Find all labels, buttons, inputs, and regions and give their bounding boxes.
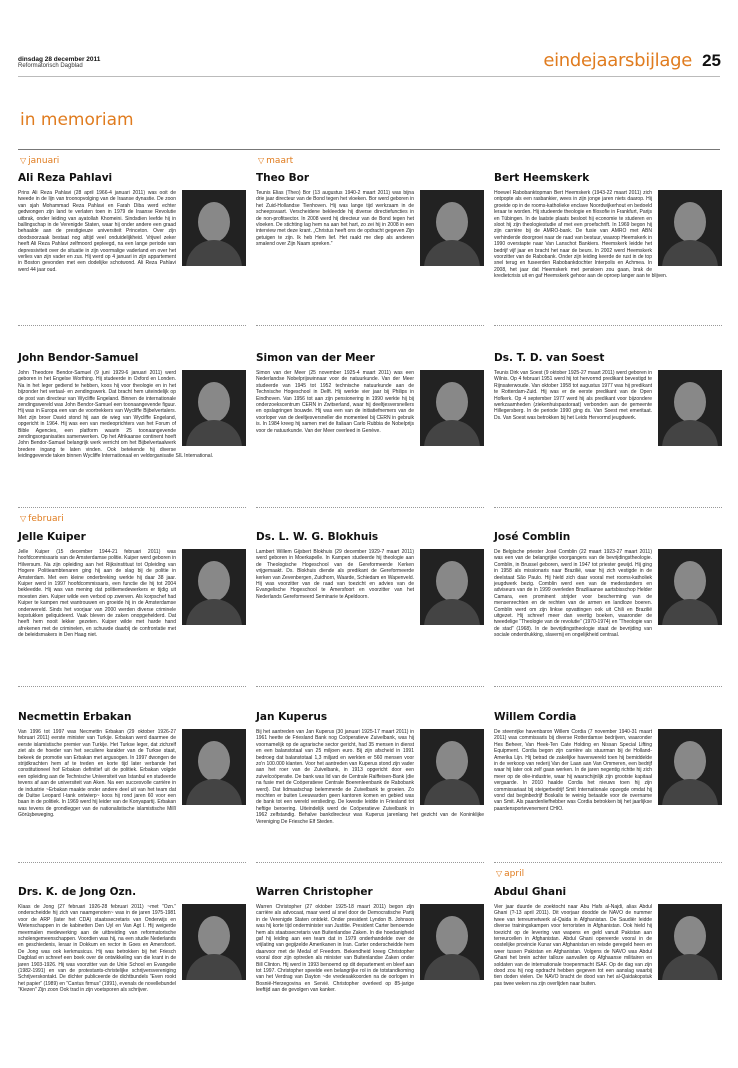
portrait-photo [420, 190, 484, 266]
divider [256, 862, 484, 863]
obituary-card [256, 886, 484, 994]
header-rule [18, 76, 720, 77]
divider [256, 507, 484, 508]
divider [494, 507, 722, 508]
portrait-photo [182, 729, 246, 805]
obituary-card [18, 886, 246, 994]
portrait-photo [182, 549, 246, 625]
obituary-text: Hoewel Rabobanktopman Bert Heemskerk (1943-22 maart 2011) zich ontpopte als een rasbankier, wees in zijn jonge jaren niets daarop. Hij groeide op in de rooms-katholieke enclave Noordwijkerhout en bedoeld leraar te worden. Hij studeerde theologie en filosofie in Frankfurt, Parijs en Tübingen. In de laatste plaats besloot hij economie te studeren en sloot hij zijn theologiestudie af met een proefschrift. In 1969 begon hij zijn carrière bij de AMRO-bank. De fusie van AMRO met ABN verhinderde doorgroei naar de raad van bestuur, waarop Heemskerk in 1990 overstapte naar Van Lanschot Bankiers. Heemskerk leidde het bedrijf vijf jaar en bracht het naar de beurs. In 2002 werd Heemskerk voorzitter van de Rabobank. Onder zijn leiding keerde de rust in de top snel terug en fuseerden Rabobankdochter Interpolis en Achmea. In 2008, het jaar dat Heemskerk met pensioen zou gaan, brak de kredietcrisis uit en gaf Heemskerk gehoor aan de oproep langer aan te blijven. [494, 190, 668, 280]
month-label-februari [20, 514, 64, 524]
month-text: april [504, 869, 525, 879]
divider [256, 686, 484, 687]
obituary-card [494, 711, 722, 812]
obituary-card [256, 352, 484, 449]
portrait-photo [420, 904, 484, 980]
obituary-text: Bij het aantreden van Jan Kuperus (30 januari 1925-17 maart 2011) in 1961 heette de Friesland Bank nog Coöperatieve Zuivelbank, was hij voornamelijk op de agrarische sector gericht, had 35 mensen in dienst en een balanstotaal van 25 miljoen euro. Bij zijn afscheid in 1991 bedroeg dat balanstotaal 1,3 miljard en werkten er 560 mensen voor zo'n 100.000 klanten. Voor het aantreden van Kuperus stond zijn vader aan het roer van de Zuivelbank, in 1913 opgericht door een zuivelcoöperatie. De bank was lid van de Centrale Raiffeisen-Bank (die na fusie met de Coöperatieve Centrale Boerenleenbank de Rabobank werd). Dat lidmaatschap belemmerde de Zuivelbank te groeien. Zo mochten er buiten Leeuwarden geen kantoren komen en gebied was de bank tot een wereld verslieding. De kwestie leidde in Friesland tot heftige beroering. Uiteindelijk werd de Coöperatieve Zuivelbank in 1962 zelfstandig. Behalve bankdirecteur was Kuperus jarenlang het gezicht van de Koninklijke Vereniging De Friesche Elf Steden. [256, 729, 484, 825]
obituary-text: Warren Christopher (27 oktober 1925-18 maart 2011) begon zijn carrière als advocaat, maar werd al snel door de Democratische Partij in de Verenigde Staten ontdekt. Onder president Lyndon B. Johnson was hij korte tijd onderminister van Justitie. President Carter benoemde hem als staatssecretaris van Buitenlandse Zaken. In die hoedanigheid gaf hij leiding aan een team dat in 1979 onderhandelde over de vrijlating van gegijzelde Amerikanen in Iran. Carter onderscheidde hem daarvoor met de Medal of Freedom. Bekendheid kreeg Christopher vooral door zijn optreden als minister van Buitenlandse Zaken onder Bill Clinton. Hij werd in 1993 benoemd op dit departement en bleef aan tot 1997. Christopher speelde een belangrijke rol in de totstandkoming van het Verdrag van Dayton ~de vredesakkoorden na de oorlogen in Bosnië-Herzegovina en Servië. Christopher overleed op 85-jarige leeftijd aan de gevolgen van kanker. [256, 904, 414, 994]
obituary-card [18, 711, 246, 819]
triangle-down-icon: ▽ [20, 156, 27, 165]
obituary-text: Jelle Kuiper (15 december 1944-21 februari 2011) was hoofdcommissaris van de Amsterdamse politie. Kuiper werd geboren in Hilversum. Na zijn opleiding aan het Rijksinstituut tot Opleiding van Hogere Politieambtenaren ging hij aan de slag bij de politie in Amsterdam. Met een kleine onderbreking werkte hij daar 38 jaar. Kuiper werd in 1997 hoofdcommissaris, een functie die hij tot 2004 bekleedde. Hij was van mening dat politiemedewerkers er tijdig uit moesten zien. Kuiper wilde een verbod op zwerven. Als korpschef had Kuiper te kampen met wantrouwen en groeide hij in de Amsterdamse onderwereld. Sinds het voorjaar van 2000 werden diverse criminele kopstukken geliquideerd. Vaak bleven de zaken onopgehelderd. Dat heeft hem nooit lekker gezeten. Kuiper wilde met harde hand afrekenen met de criminelen, en schuwde daarbij de confrontatie met de beleidsmakers in Den Haag niet. [18, 549, 176, 639]
newspaper-name: Reformatorisch Dagblad [18, 63, 83, 69]
obituary-text: Prins Ali Reza Pahlavi (28 april 1966-4 januari 2011) was ooit de tweede in de lijn van troonopvolging van de Iraanse dynastie. De zoon van sjah Mohammad Reza Pahlavi en Farah Diba werd echter gedwongen zijn land te verlaten toen in 1979 de Iraanse Revolutie uitbrak, onder leiding van ayatollah Khomeini. Sindsdien leefde hij in ballingschap in de Verenigde Staten, waar hij onder andere een graad behaalde aan de prestigieuze universiteit Princeton. Over zijn doodsoorzaak bestaat nog altijd veel onduidelijkheid. Vrijwel zeker heeft Ali Reza Pahlavi zelfmoord gepleegd, na een lange periode van depressiviteit over de situatie in zijn voormalige vaderland en over het verlies van zijn vader en zus. Hij werd op 4 januari in zijn appartement in Boston gevonden met een dodelijke schotwond. Ali Reza Pahlavi werd 44 jaar oud. [18, 190, 176, 273]
obituary-text: Lambert Willem Gijsbert Blokhuis (29 december 1929-7 maart 2011) werd geboren in Moerkapelle. In Kampen studeerde hij theologie aan de Theologische Hogeschool van de Gereformeerde Kerken vrijgemaakt. Ds. Blokhuis diende als predikant de Gereformeerde kerken van Zevenbergen, Zuidhorn, Waarde, Schiedam en Wapenveld. Hij was voorzitter van de raad van toezicht en advies van de Evangelische Hogeschool te Amersfoort en voorzitter van het Nederlands Gereformeerd Seminarie te Apeldoorn. [256, 549, 414, 600]
obituary-name: José Comblin [494, 531, 571, 543]
triangle-down-icon: ▽ [20, 514, 27, 523]
obituary-text: Teunis Elias (Theo) Bor (13 augustus 1940-2 maart 2011) was bijna drie jaar directeur van de Bond tegen het vloeken. Bor werd geboren in het Zuid-Hollandse Tienhoven. Hij was lange tijd werkzaam in de scheepsvaart. Verscheidene bekleedde hij diverse directiefuncties in de non-profitsector. In 2008 werd hij directeur van de Bond tegen het vloeken. De stichting lag hem na aan het hart, zo zei hij in 2008 in een interview met deze krant. „Christus heeft ons de opdracht gegeven Zijn getuigen te zijn. Ik heb Hem lief. Het raakt me diep als anderen smalend over Zijn Naam spreken.” [256, 190, 414, 248]
obituary-name: Ds. L. W. G. Blokhuis [256, 531, 379, 543]
page-title: in memoriam [20, 110, 134, 130]
month-label-april [496, 869, 524, 879]
obituary-name: Ali Reza Pahlavi [18, 172, 113, 184]
obituary-text: Vier jaar duurde de zoektocht naar Abu Hafs al-Najdi, alias Abdul Ghani (?-13 april 2011). Dit voorjaar doodde de NAVO de nummer twee van terreurnetwerk al-Qaida in Afghanistan. De Saudiër leidde diverse trainingskampen voor terroristen in Afghanistan. Ook hield hij toezicht op de levering van wapens en geld vanuit Pakistan aan terreurcellen in Afghanistan. Abdul Ghani opereerde vooral in de oostelijke provincie Kunar van Afghanistan en reisde geregeld heen en weer tussen Pakistan en Afghanistan. Volgens de NAVO was Abdul Ghani het brein achter talloze aanvallen op Afghaanse militairen en soldaten van de internationale troepenmacht ISAF. Op de dag van zijn dood zou hij nog opdracht hebben gegeven tot een aanslag waarbij tien doden vielen. De NAVO bracht de dood van het al-Qaidakopstuk pas twee weken na zijn overlijden naar buiten. [494, 904, 652, 987]
obituary-card [256, 531, 484, 628]
triangle-down-icon: ▽ [496, 869, 503, 878]
section-divider [18, 149, 720, 150]
obituary-name: Ds. T. D. van Soest [494, 352, 605, 364]
divider [494, 862, 722, 863]
month-text: februari [28, 514, 64, 524]
portrait-photo [658, 549, 722, 625]
obituary-card [18, 352, 246, 460]
obituary-name: Jelle Kuiper [18, 531, 86, 543]
obituary-text: Simon van der Meer (25 november 1925-4 maart 2011) was een Nederlandse Nobelprijswinnaar voor de natuurkunde. Van der Meer studeerde van 1945 tot 1952 technische natuurkunde aan de Technische Hogeschool in Delft. Hij werkte vier jaar bij Philips in Eindhoven. Van 1956 tot aan zijn pensionering in 1990 werkte hij bij onderzoekscentrum CERN in Zwitserland, waar hij deeltjesversnellers en opslagringen bouwde. Hij was een van de initiatiefnemers van de voorloper van de deeltjesversneller die momenteel bij CERN in gebruik is. In 1984 kreeg hij samen met de Italiaan Carlo Rubbia de Nobelprijs voor de natuurkunde. Van der Meer overleed in Genève. [256, 370, 414, 434]
obituary-name: Drs. K. de Jong Ozn. [18, 886, 137, 898]
portrait-photo [182, 190, 246, 266]
obituary-text: De steenrijke havenbaron Willem Cordia (7 november 1940-31 maart 2011) was commissaris bij diverse Rotterdamse bedrijven, waaronder Hes Beheer, Van Heek-Ten Cate Holding en Nissan Special Lifting Equipment. Cordia begon zijn carrière als stuurman bij de Holland-Amerika Lijn. Hij betrad de zakelijke havenwereld toen hij bemiddelde in de verkoop van rederij Van der Laan aan Van Ommeren, een bedrijf waar hij later ook zelf gaan werken. In de jaren negentig richtte hij zich meer op de olie-industrie, waar hij waarschijnlijk zijn grootste kapitaal vergaarde. In 2010 haalde Cordia het nieuws toen hij zijn commissariaat bij steigerbedrijf Smit Internationale opzegde omdat hij vond dat beginbedrijf Boskalis te weinig betaalde voor de overname van Smit. Als paardenliefhebber was Cordia betrokken bij het jaarlijkse paardensportevenement CHIO. [494, 729, 652, 812]
divider [494, 686, 722, 687]
portrait-photo [658, 190, 722, 266]
divider [494, 325, 722, 326]
page-number: 25 [702, 51, 721, 70]
obituary-text: Van 1996 tot 1997 was Necmettin Erbakan (29 oktober 1926-27 februari 2011) eerste minister van Turkije. Erbakan werd daarmee de eerste islamistische premier van Turkije. Het Turkse leger, dat zichzelf ziet als de hoeder van het seculiere karakter van de Turkse staat, bekeek de promotie van Erbakan met argusogen. In 1997 dwongen de strijdkrachten hem af te treden en korte tijd later verbande het constitutioneel hof Erbakan definitief uit de politiek. Erbakan volgde een opleiding aan de Technische Universiteit van Istanbul en studeerde tevens af aan de universiteit van Aken. Na een succesvolle carrière in de industrie ~Erbakan maakte onder andere deel uit van het team dat de Duitse Leopard I-tank ontwierp~ koos hij rond jaren 60 voor een baan in de politiek. In 1969 werd hij leider van de Konyapartij. Erbakan was tevens de grondlegger van de nationalistische islamistische Millî Görüşbeweging. [18, 729, 176, 819]
obituary-name: Bert Heemskerk [494, 172, 590, 184]
obituary-name: Necmettin Erbakan [18, 711, 132, 723]
obituary-card [256, 711, 484, 825]
obituary-name: Theo Bor [256, 172, 310, 184]
divider [18, 862, 246, 863]
obituary-name: Jan Kuperus [256, 711, 328, 723]
obituary-card [256, 172, 484, 269]
month-label-januari [20, 156, 59, 166]
divider [18, 686, 246, 687]
portrait-photo [658, 370, 722, 446]
month-text: januari [28, 156, 60, 166]
issue-date: dinsdag 28 december 2011 [18, 56, 101, 63]
section-title: eindejaarsbijlage [543, 50, 692, 71]
portrait-photo [658, 729, 722, 805]
obituary-card [494, 172, 722, 280]
portrait-photo [420, 370, 484, 446]
obituary-name: Abdul Ghani [494, 886, 567, 898]
divider [256, 325, 484, 326]
obituary-card [494, 531, 722, 639]
portrait-photo [182, 904, 246, 980]
triangle-down-icon: ▽ [258, 156, 265, 165]
obituary-card [18, 531, 246, 639]
obituary-name: Simon van der Meer [256, 352, 375, 364]
obituary-name: John Bendor-Samuel [18, 352, 139, 364]
portrait-photo [420, 729, 484, 805]
portrait-photo [420, 549, 484, 625]
masthead [18, 56, 100, 70]
portrait-photo [658, 904, 722, 980]
obituary-card [494, 886, 722, 987]
month-text: maart [266, 156, 294, 166]
obituary-text: De Belgische priester José Comblin (22 maart 1923-27 maart 2011) was een van de belangrijke voorgangers van de bevrijdingstheologie. Comblin, in Brussel geboren, werd in 1947 tot priester gewijd. Hij ging in 1958 als missionaris naar Brazilië, waar hij zich vestigde in de deelstaat São Paulo. Hij hield zich daar vooral met rooms-katholiek jeugdwerk bezig. Comblin werd een van de medestanders en adviseurs van de in 1999 overleden Braziliaanse aartsbisschop Helder Camara, een prominent strijder voor bescherming van de mensenrechten en de rechten van de armen en landloze boeren. Comblin werd om zijn linkse opvattingen ook uit Chili en Brazilië uitgezet. Hij schreef meer dan veertig boeken, waaronder de tweedelige “Theologie van de revolutie” (1970-1974) en “Theologie van de stad” (1968). In de bevrijdingstheologie staat de bevrijding van sociale onderdrukking, slavernij en ongelijkheid centraal. [494, 549, 652, 639]
obituary-name: Warren Christopher [256, 886, 373, 898]
month-label-maart [258, 156, 293, 166]
obituary-text: John Theodore Bendor-Samuel (9 juni 1929-6 januari 2011) werd geboren in het Engelse Worthing. Hij studeerde in Oxford en Londen. Na in het leger gediend te hebben, koos hij voor theologie en in het bijzonder het vertaal- en zendingswerk. Dat bracht hem uiteindelijk op de post van directeur van Wycliffe Engeland. Binnen de internationale zendingswereld was John Bendor-Samuel een toonaangevende figuur. Hij was in Europa een van de voortrekkers van Wycliffe Bijbelvertalers. Met zijn broer David stond hij aan de wieg van Wycliffe Engeland, opgericht in 1964. Hij was een van medeoprichters van het Forum of Bible Agencies, een platform waarin 25 toonaangevende zendingsorganisaties samenwerken. Op het Afrikaanse continent hoeft John Bendor-Samuel belangrijk werk verricht om het Bijbelvertaalwerk bredere ingang te laten vinden. Ook betekende hij diverse leidinggevende taken binnen Wycliffe Internationaal en veldorganisatie SIL International. [18, 370, 214, 460]
obituary-text: Teunis Dirk van Soest (9 oktober 1925-27 maart 2011) werd geboren in Wilnis. Op 4 februari 1951 werd hij tot hervormd predikant bevestigd te Rijnsaterwoude. Van oktober 1958 tot augustus 1977 was hij predikant te Rotterdam-Zuid. Hij was er de eerste predikant van de Open Hofkerk. Op 4 september 1977 werd hij als predikant voor bijzondere werkzaamheden (ziekenhuispastoraat) verbonden aan de gemeente Hillegersberg. In de periode 1990 ging ds. Van Soest met emeritaat. Ds. Van Soest was betrokken bij het Leids Hervormd jeugdwerk. [494, 370, 652, 421]
obituary-card [18, 172, 246, 273]
divider [18, 325, 246, 326]
divider [18, 507, 246, 508]
obituary-text: Klaas de Jong (27 februari 1926-28 februari 2011) ~met “Ozn.” onderscheidde hij zich van naamgenoten~ was in de jaren 1975-1981 voor de ARP (later het CDA) staatssecretaris van Onderwijs en Wetenschappen in de kabinetten Den Uyl en Van Agt I. Hij weigerde meermalen medewerking aan de uitbreiding van reformatorische scholengemeenschappen. Voordien was hij, na een studie Nederlands en geschiedenis, leraar in Dokkum en rector in Goes en Amersfoort. De Jong was ook kerkmusicus. Hij was betrokken bij het Friesch Dagblad en schreef een boek over de ontwikkeling van die krant in de jaren 1903-1926. Hij was voorzitter van de Unie School en Evangelie (1982-1991) en van de protestants-christelijke schrijversvereniging Schrijverskontakt. De dichter publiceerde de dichtbundels “Even rookt het papier” (1989) en “Cantus firmus” (1991), evenals de novellebundel “Kiezen” Zijn zoon Ook trad in zijn voetsporen als schrijver. [18, 904, 176, 994]
portrait-photo [182, 370, 246, 446]
obituary-name: Willem Cordia [494, 711, 577, 723]
obituary-card [494, 352, 722, 449]
